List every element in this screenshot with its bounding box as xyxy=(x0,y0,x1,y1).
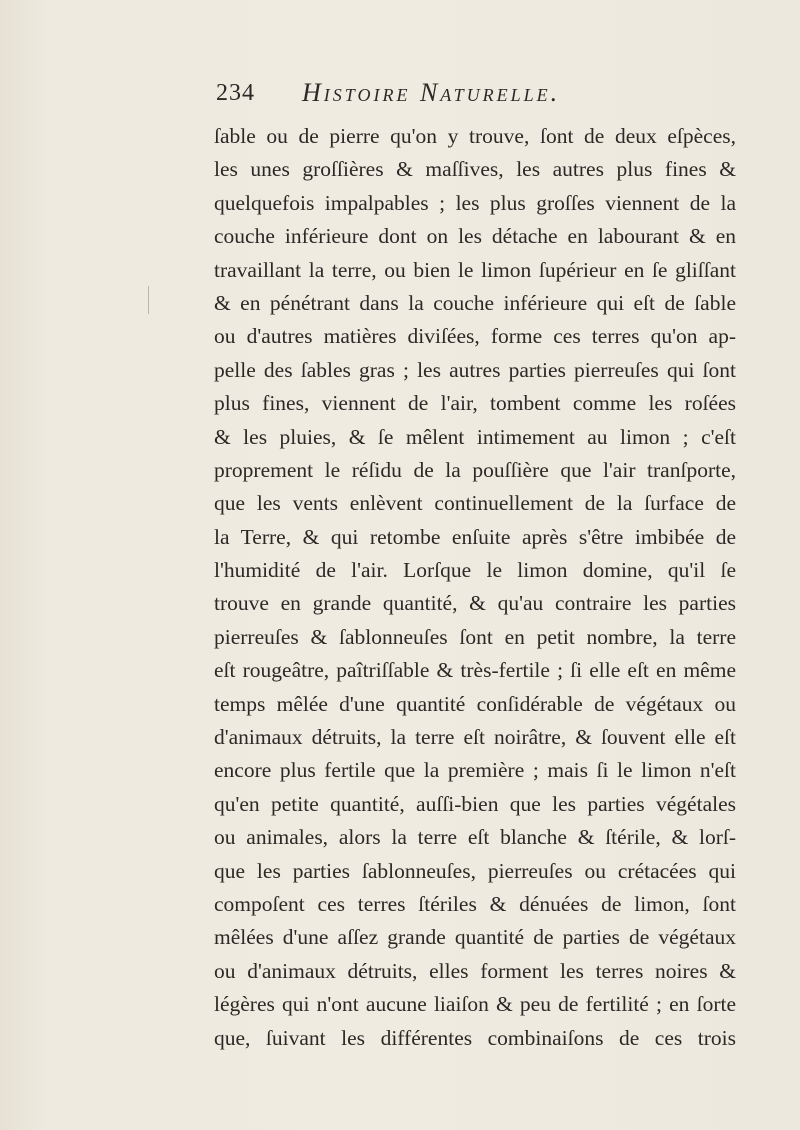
text-line: ou d'autres matières diviſées, forme ces terres qu'on ap- xyxy=(214,324,736,349)
text-line: proprement le réſidu de la pouſſière que l'air tranſporte, xyxy=(214,457,736,482)
running-title: Histoire Naturelle. xyxy=(302,78,561,107)
margin-mark xyxy=(148,286,149,314)
text-line: que les parties ſablonneuſes, pierreuſes ou crétacées qui xyxy=(214,858,736,883)
text-line: trouve en grande quantité, & qu'au contraire les parties xyxy=(214,591,736,616)
text-line: quelquefois impalpables ; les plus groſſes viennent de la xyxy=(214,190,736,215)
text-line: couche inférieure dont on les détache en labourant & en xyxy=(214,224,736,249)
text-line: & en pénétrant dans la couche inférieure qui eſt de ſable xyxy=(214,290,736,315)
text-line: plus fines, viennent de l'air, tombent comme les roſées xyxy=(214,391,736,416)
text-line: pelle des ſables gras ; les autres parties pierreuſes qui ſont xyxy=(214,357,736,382)
text-line: temps mêlée d'une quantité conſidérable de végétaux ou xyxy=(214,691,736,716)
text-line: que les vents enlèvent continuellement de la ſurface de xyxy=(214,491,736,516)
body-text xyxy=(214,120,736,1055)
text-line: eſt rougeâtre, paîtriſſable & très-fertile ; ſi elle eſt en même xyxy=(214,658,736,683)
text-line: mêlées d'une aſſez grande quantité de parties de végétaux xyxy=(214,925,736,950)
text-line: que, ſuivant les différentes combinaiſons de ces trois xyxy=(214,1025,736,1050)
text-line: qu'en petite quantité, auſſi-bien que les parties végétales xyxy=(214,791,736,816)
text-line: encore plus fertile que la première ; mais ſi le limon n'eſt xyxy=(214,758,736,783)
text-line: d'animaux détruits, la terre eſt noirâtre, & ſouvent elle eſt xyxy=(214,725,736,750)
running-head xyxy=(216,76,736,116)
text-line: & les pluies, & ſe mêlent intimement au limon ; c'eſt xyxy=(214,424,736,449)
text-line: l'humidité de l'air. Lorſque le limon domine, qu'il ſe xyxy=(214,558,736,583)
text-line: ou animales, alors la terre eſt blanche & ſtérile, & lorſ- xyxy=(214,825,736,850)
text-line: compoſent ces terres ſtériles & dénuées de limon, ſont xyxy=(214,891,736,916)
text-line: la Terre, & qui retombe enſuite après s'être imbibée de xyxy=(214,524,736,549)
text-line: ou d'animaux détruits, elles forment les terres noires & xyxy=(214,958,736,983)
text-line: travaillant la terre, ou bien le limon ſupérieur en ſe gliſſant xyxy=(214,257,736,282)
text-line: pierreuſes & ſablonneuſes ſont en petit nombre, la terre xyxy=(214,624,736,649)
text-line: ſable ou de pierre qu'on y trouve, ſont de deux eſpèces, xyxy=(214,124,736,148)
text-line: légères qui n'ont aucune liaiſon & peu de fertilité ; en ſorte xyxy=(214,992,736,1017)
page-number: 234 xyxy=(216,80,255,106)
text-line: les unes groſſières & maſſives, les autres plus fines & xyxy=(214,157,736,182)
